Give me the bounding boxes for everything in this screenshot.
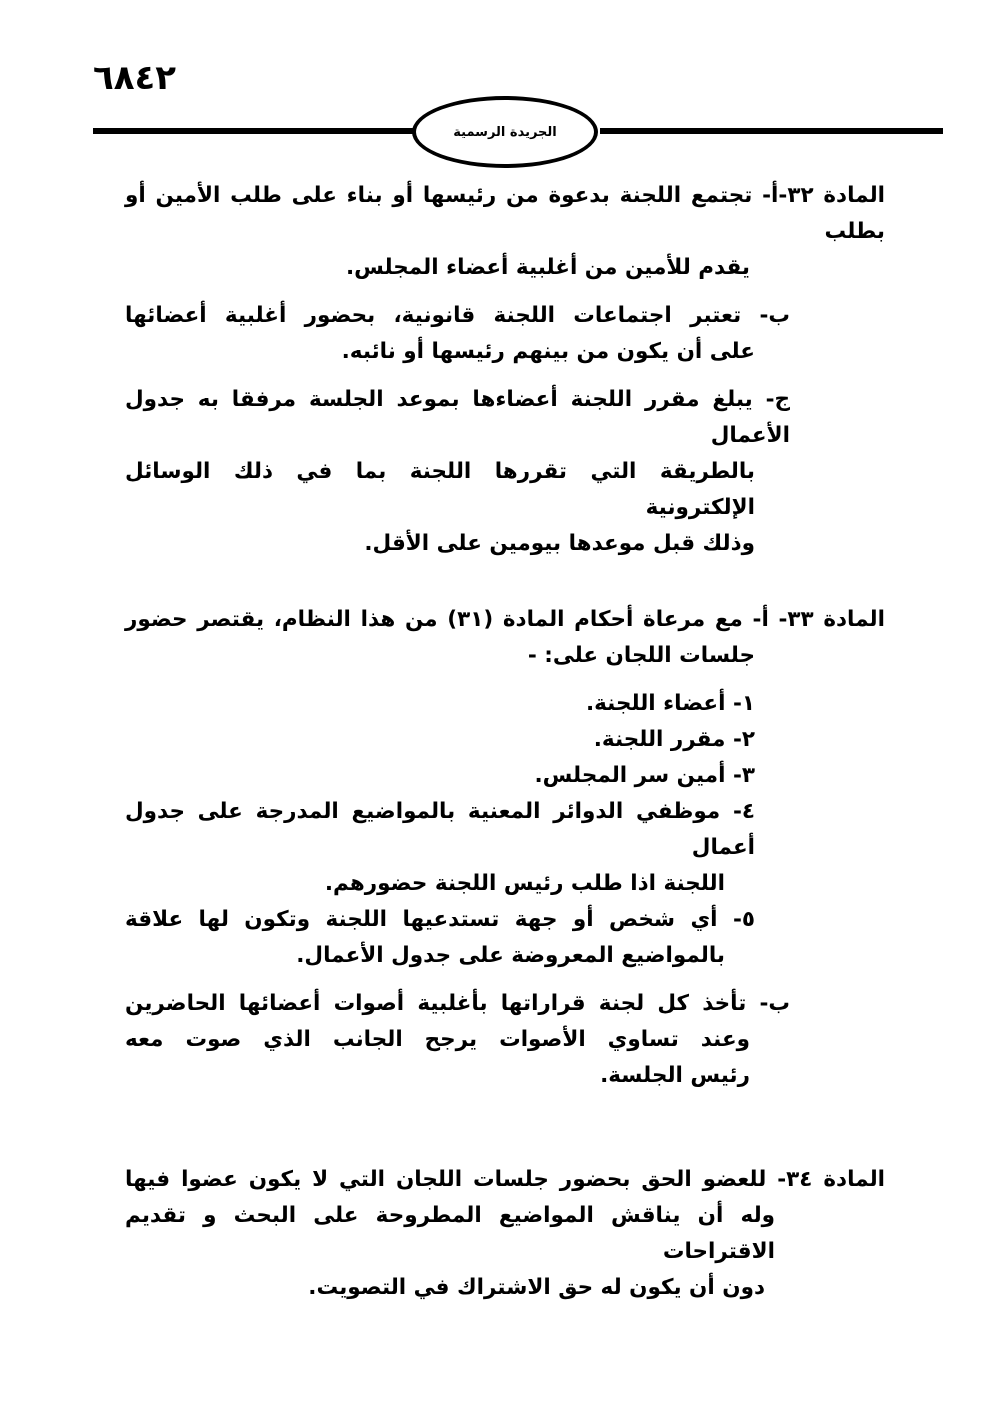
- article-32-clause-b: [125, 298, 885, 370]
- article-32-clause-a: [125, 178, 885, 286]
- text-line: ٥- أي شخص أو جهة تستدعيها اللجنة وتكون لها علاقة: [125, 907, 755, 932]
- text-line: المادة ٣٣- أ- مع مرعاة أحكام المادة (٣١) من هذا النظام، يقتصر حضور: [125, 607, 885, 632]
- article-33-clause-b: [125, 986, 885, 1094]
- text-line: بالطريقة التي تقررها اللجنة بما في ذلك الوسائل الإلكترونية: [125, 459, 755, 520]
- article-32-clause-c: [125, 382, 885, 562]
- text-line: وعند تساوي الأصوات يرجح الجانب الذي صوت معه: [125, 1027, 750, 1052]
- text-line: رئيس الجلسة.: [600, 1063, 750, 1088]
- page-number: ٦٨٤٢: [93, 58, 177, 98]
- text-line: وله أن يناقش المواضيع المطروحة على البحث و تقديم الاقتراحات: [125, 1203, 775, 1264]
- list-item: ١- أعضاء اللجنة.: [585, 691, 755, 716]
- article-33: [125, 602, 885, 1094]
- text-line: دون أن يكون له حق الاشتراك في التصويت.: [308, 1275, 765, 1300]
- list-item: [125, 902, 755, 974]
- text-line: ج- يبلغ مقرر اللجنة أعضاءها بموعد الجلسة مرفقا به جدول الأعمال: [125, 387, 790, 448]
- header-rule-right: [600, 128, 943, 134]
- list-item: ٣- أمين سر المجلس.: [534, 763, 755, 788]
- list-item: [125, 794, 755, 902]
- text-line: وذلك قبل موعدها بيومين على الأقل.: [364, 531, 755, 556]
- text-line: جلسات اللجان على: -: [527, 643, 755, 668]
- article-33-list: [125, 686, 885, 974]
- list-item: ٢- مقرر اللجنة.: [593, 727, 755, 752]
- gazette-title: الجريدة الرسمية: [453, 124, 557, 140]
- text-line: اللجنة اذا طلب رئيس اللجنة حضورهم.: [324, 871, 725, 896]
- text-line: بالمواضيع المعروضة على جدول الأعمال.: [296, 943, 725, 968]
- article-33-clause-a: [125, 602, 885, 674]
- article-34: [125, 1162, 885, 1306]
- article-32: [125, 178, 885, 562]
- text-line: المادة ٣٢-أ- تجتمع اللجنة بدعوة من رئيسها أو بناء على طلب الأمين أو بطلب: [125, 183, 886, 244]
- gazette-title-oval: [412, 96, 598, 168]
- text-line: يقدم للأمين من أغلبية أعضاء المجلس.: [345, 255, 750, 280]
- text-line: ب- تعتبر اجتماعات اللجنة قانونية، بحضور أغلبية أعضائها: [125, 303, 790, 328]
- header-rule-left: [93, 128, 416, 134]
- text-line: على أن يكون من بينهم رئيسها أو نائبه.: [341, 339, 755, 364]
- text-line: ٤- موظفي الدوائر المعنية بالمواضيع المدرجة على جدول أعمال: [125, 799, 755, 860]
- document-body: [125, 178, 885, 1306]
- text-line: ب- تأخذ كل لجنة قراراتها بأغلبية أصوات أعضائها الحاضرين: [125, 991, 790, 1016]
- text-line: المادة ٣٤- للعضو الحق بحضور جلسات اللجان التي لا يكون عضوا فيها: [125, 1167, 886, 1192]
